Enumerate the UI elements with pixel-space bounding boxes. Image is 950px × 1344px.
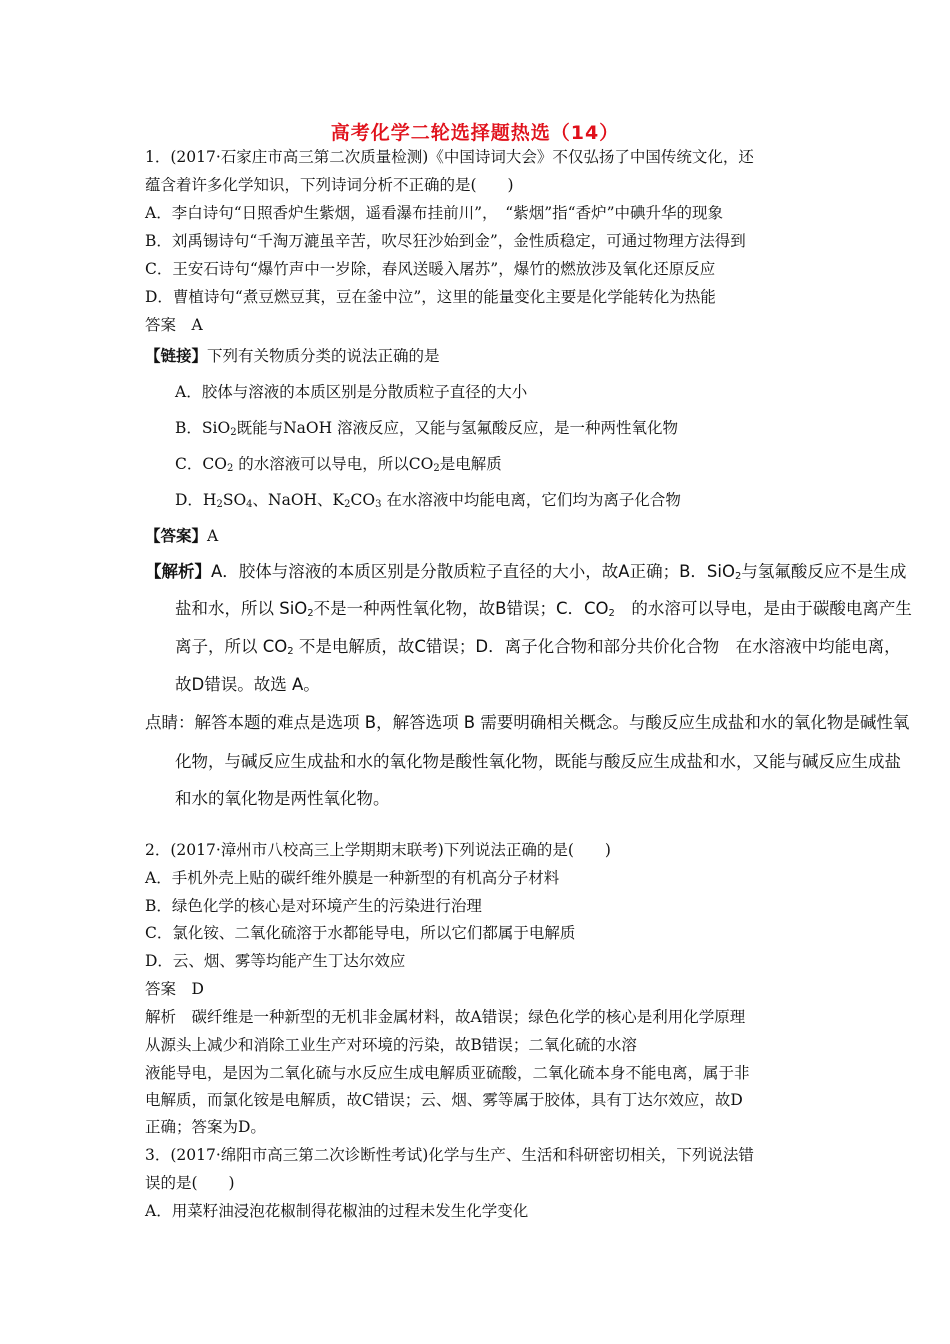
analysis-text: 与氢氟酸反应不是生成 bbox=[741, 562, 907, 581]
link-comment-line-2: 化物，与碱反应生成盐和水的氧化物是酸性氧化物，既能与酸反应生成盐和水，又能与碱反应生成盐 bbox=[175, 752, 901, 771]
q2-analysis-line-2: 从源头上减少和消除工业生产对环境的污染，故B错误；二氧化硫的水溶 bbox=[145, 1036, 637, 1054]
subscript: 2 bbox=[226, 463, 234, 474]
link-option-d-part: 、NaOH、K bbox=[252, 491, 345, 509]
link-analysis-line-2 bbox=[175, 599, 912, 624]
link-comment-line-1: 点睛：解答本题的难点是选项 B，解答选项 B 需要明确相关概念。与酸反应生成盐和水的氧化物是碱性氧 bbox=[145, 713, 910, 732]
link-option-c-part: 是电解质 bbox=[439, 455, 502, 473]
analysis-text: 盐和水，所以 SiO bbox=[175, 599, 308, 618]
link-option-c-part: C．CO bbox=[175, 455, 227, 473]
link-answer-label: 【答案】 bbox=[145, 526, 208, 545]
subscript: 2 bbox=[287, 646, 294, 657]
q2-stem: 2．(2017·漳州市八校高三上学期期末联考)下列说法正确的是( ) bbox=[145, 841, 611, 859]
analysis-text: 的水溶可以导电，是由于碳酸电离产生 bbox=[614, 599, 912, 618]
q1-stem-line-1: 1．(2017·石家庄市高三第二次质量检测)《中国诗词大会》不仅弘扬了中国传统文化，还 bbox=[145, 148, 754, 166]
q1-answer: 答案 A bbox=[145, 316, 203, 334]
analysis-text: A．胶体与溶液的本质区别是分散质粒子直径的大小，故A正确；B．SiO bbox=[211, 562, 735, 581]
q2-option-c: C．氯化铵、二氧化硫溶于水都能导电，所以它们都属于电解质 bbox=[145, 924, 576, 942]
link-answer bbox=[145, 526, 218, 546]
subscript: 2 bbox=[216, 499, 223, 510]
subscript: 2 bbox=[230, 427, 237, 438]
link-stem bbox=[145, 346, 440, 366]
q2-option-b: B．绿色化学的核心是对环境产生的污染进行治理 bbox=[145, 897, 482, 915]
q2-analysis-line-3: 液能导电，是因为二氧化硫与水反应生成电解质亚硫酸，二氧化硫本身不能电离，属于非 bbox=[145, 1064, 750, 1082]
link-analysis-label: 【解析】 bbox=[145, 562, 211, 581]
subscript: 3 bbox=[375, 499, 382, 510]
link-label: 【链接】 bbox=[145, 346, 208, 365]
q3-option-a: A．用菜籽油浸泡花椒制得花椒油的过程未发生化学变化 bbox=[145, 1202, 529, 1220]
q2-analysis-line-5: 正确；答案为D。 bbox=[145, 1118, 266, 1136]
subscript: 2 bbox=[307, 608, 314, 619]
subscript: 2 bbox=[433, 463, 440, 474]
link-option-b-part: 既能与NaOH 溶液反应，又能与氢氟酸反应，是一种两性氧化物 bbox=[236, 419, 679, 437]
q2-answer: 答案 D bbox=[145, 980, 204, 998]
link-option-d-part: SO bbox=[222, 491, 247, 509]
analysis-text: 不是一种两性氧化物，故B错误；C．CO bbox=[313, 599, 609, 618]
q3-stem-line-2: 误的是( ) bbox=[145, 1174, 235, 1192]
subscript: 2 bbox=[344, 499, 351, 510]
link-option-d bbox=[175, 490, 681, 515]
link-answer-value: A bbox=[207, 527, 219, 545]
link-option-c bbox=[175, 454, 502, 479]
q2-analysis-line-1: 解析 碳纤维是一种新型的无机非金属材料，故A错误；绿色化学的核心是利用化学原理 bbox=[145, 1008, 746, 1026]
subscript: 2 bbox=[608, 608, 615, 619]
analysis-text: 离子，所以 CO bbox=[175, 637, 288, 656]
link-option-a: A．胶体与溶液的本质区别是分散质粒子直径的大小 bbox=[175, 383, 528, 401]
q1-option-c: C．王安石诗句“爆竹声中一岁除，春风送暖入屠苏”，爆竹的燃放涉及氧化还原反应 bbox=[145, 260, 716, 278]
link-comment-line-3: 和水的氧化物是两性氧化物。 bbox=[175, 789, 390, 808]
q1-stem-line-2: 蕴含着许多化学知识，下列诗词分析不正确的是( ) bbox=[145, 176, 514, 194]
q1-option-b: B．刘禹锡诗句“千淘万漉虽辛苦，吹尽狂沙始到金”，金性质稳定，可通过物理方法得到 bbox=[145, 232, 746, 250]
subscript: 2 bbox=[734, 571, 742, 582]
document-title: 高考化学二轮选择题热选（14） bbox=[330, 122, 620, 144]
link-option-d-part: 在水溶液中均能电离，它们均为离子化合物 bbox=[381, 491, 681, 509]
link-option-d-part: D．H bbox=[175, 491, 217, 509]
link-analysis-line-4: 故D错误。故选 A。 bbox=[175, 675, 320, 694]
q1-option-d: D．曹植诗句“煮豆燃豆萁，豆在釜中泣”，这里的能量变化主要是化学能转化为热能 bbox=[145, 288, 716, 306]
link-option-c-part: 的水溶液可以导电，所以CO bbox=[233, 455, 434, 473]
link-option-d-part: CO bbox=[350, 491, 376, 509]
link-analysis-line-1 bbox=[145, 562, 906, 587]
q2-option-a: A．手机外壳上贴的碳纤维外膜是一种新型的有机高分子材料 bbox=[145, 869, 560, 887]
link-analysis-line-3 bbox=[175, 637, 901, 662]
subscript: 4 bbox=[246, 499, 253, 510]
link-option-b bbox=[175, 418, 678, 443]
q3-stem-line-1: 3．(2017·绵阳市高三第二次诊断性考试)化学与生产、生活和科研密切相关，下列说法错 bbox=[145, 1146, 754, 1164]
analysis-text: 不是电解质，故C错误；D．离子化合物和部分共价化合物 在水溶液中均能电离， bbox=[293, 637, 901, 656]
link-stem-text: 下列有关物质分类的说法正确的是 bbox=[207, 347, 440, 365]
q1-option-a: A．李白诗句“日照香炉生紫烟，遥看瀑布挂前川”， “紫烟”指“香炉”中碘升华的现象 bbox=[145, 204, 723, 222]
link-option-b-part: B．SiO bbox=[175, 419, 231, 437]
q2-analysis-line-4: 电解质，而氯化铵是电解质，故C错误；云、烟、雾等属于胶体，具有丁达尔效应，故D bbox=[145, 1091, 743, 1109]
q2-option-d: D．云、烟、雾等均能产生丁达尔效应 bbox=[145, 952, 406, 970]
